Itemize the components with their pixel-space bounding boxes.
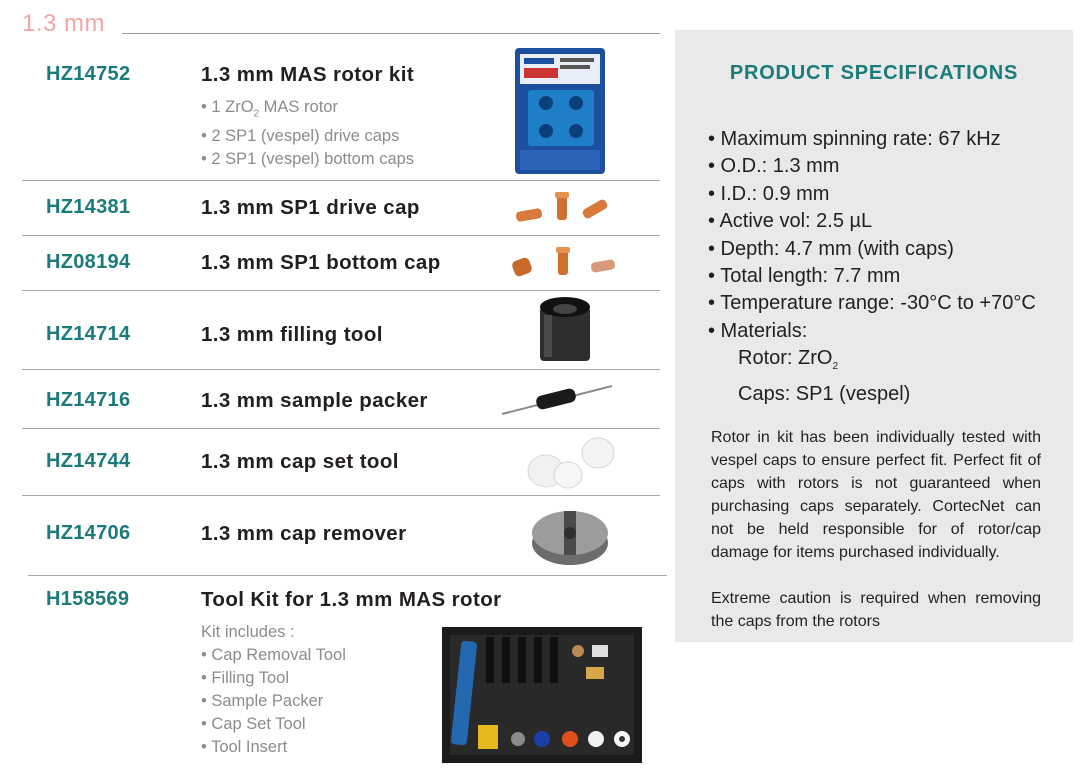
spec-item: • O.D.: 1.3 mm (708, 155, 840, 178)
product-name: 1.3 mm sample packer (201, 389, 428, 412)
detail-intro: Kit includes : (201, 623, 295, 641)
row-divider (22, 428, 660, 429)
specifications-list (708, 126, 1036, 408)
row-divider (28, 575, 667, 576)
caution-note: Extreme caution is required when removing the caps from the rotors (711, 590, 1041, 630)
specifications-panel (675, 30, 1073, 642)
section-title: 1.3 mm (22, 10, 106, 37)
product-code: HZ14752 (46, 63, 131, 85)
cap-remover-image (528, 503, 612, 569)
product-code: HZ14714 (46, 323, 131, 345)
product-name: 1.3 mm filling tool (201, 323, 383, 346)
filling-tool-image (530, 295, 600, 365)
detail-item: • Filling Tool (201, 669, 290, 687)
product-code: HZ08194 (46, 251, 131, 273)
product-code: H158569 (46, 588, 130, 610)
rotor-kit-box-image (510, 46, 610, 176)
row-divider (22, 495, 660, 496)
detail-item: • 1 ZrO$_2$ MAS rotor (201, 98, 338, 120)
spec-item: • I.D.: 0.9 mm (708, 182, 830, 205)
detail-item: • Sample Packer (201, 692, 324, 710)
specifications-note: Rotor in kit has been individually tested with vespel caps to ensure perfect fit. Perfect fit of caps with rotors is not guaranteed when purchasing caps separately. CortecNet can not be held responsible for of rotor/cap damage for items purchased individually. (711, 429, 1041, 561)
product-name: 1.3 mm SP1 bottom cap (201, 251, 441, 274)
drive-caps-image (512, 188, 612, 228)
spec-material-rotor: Rotor: ZrO$_2$ (738, 347, 839, 373)
spec-item: • Active vol: 2.5 µL (708, 210, 873, 233)
row-divider (22, 180, 660, 181)
bottom-caps-image (505, 243, 615, 283)
detail-item: • 2 SP1 (vespel) drive caps (201, 127, 400, 146)
spec-item: • Total length: 7.7 mm (708, 265, 901, 288)
spec-item: • Temperature range: -30°C to +70°C (708, 292, 1036, 315)
product-code: HZ14716 (46, 389, 131, 411)
spec-item: • Depth: 4.7 mm (with caps) (708, 237, 954, 260)
product-details (201, 621, 346, 759)
detail-item: • Tool Insert (201, 738, 288, 756)
product-code: HZ14706 (46, 522, 131, 544)
spec-item: • Maximum spinning rate: 67 kHz (708, 128, 1001, 150)
detail-item: • 2 SP1 (vespel) bottom caps (201, 150, 415, 169)
row-divider (22, 369, 660, 370)
detail-item: • Cap Removal Tool (201, 646, 346, 664)
cap-set-tool-image (520, 433, 620, 493)
spec-material-caps: Caps: SP1 (vespel) (738, 382, 911, 405)
product-name: Tool Kit for 1.3 mm MAS rotor (201, 588, 502, 611)
row-divider (22, 235, 660, 236)
product-code: HZ14744 (46, 450, 131, 472)
product-name: 1.3 mm cap remover (201, 522, 407, 545)
tool-kit-case-image (442, 627, 642, 763)
section-divider (122, 33, 660, 34)
detail-item: • Cap Set Tool (201, 715, 306, 733)
sample-packer-image (498, 378, 618, 422)
product-name: 1.3 mm MAS rotor kit (201, 63, 415, 86)
product-code: HZ14381 (46, 196, 131, 218)
specifications-title: PRODUCT SPECIFICATIONS (729, 62, 1019, 84)
spec-item: • Materials: (708, 319, 808, 342)
product-details (201, 96, 414, 171)
product-name: 1.3 mm cap set tool (201, 450, 399, 473)
row-divider (22, 290, 660, 291)
product-name: 1.3 mm SP1 drive cap (201, 196, 420, 219)
